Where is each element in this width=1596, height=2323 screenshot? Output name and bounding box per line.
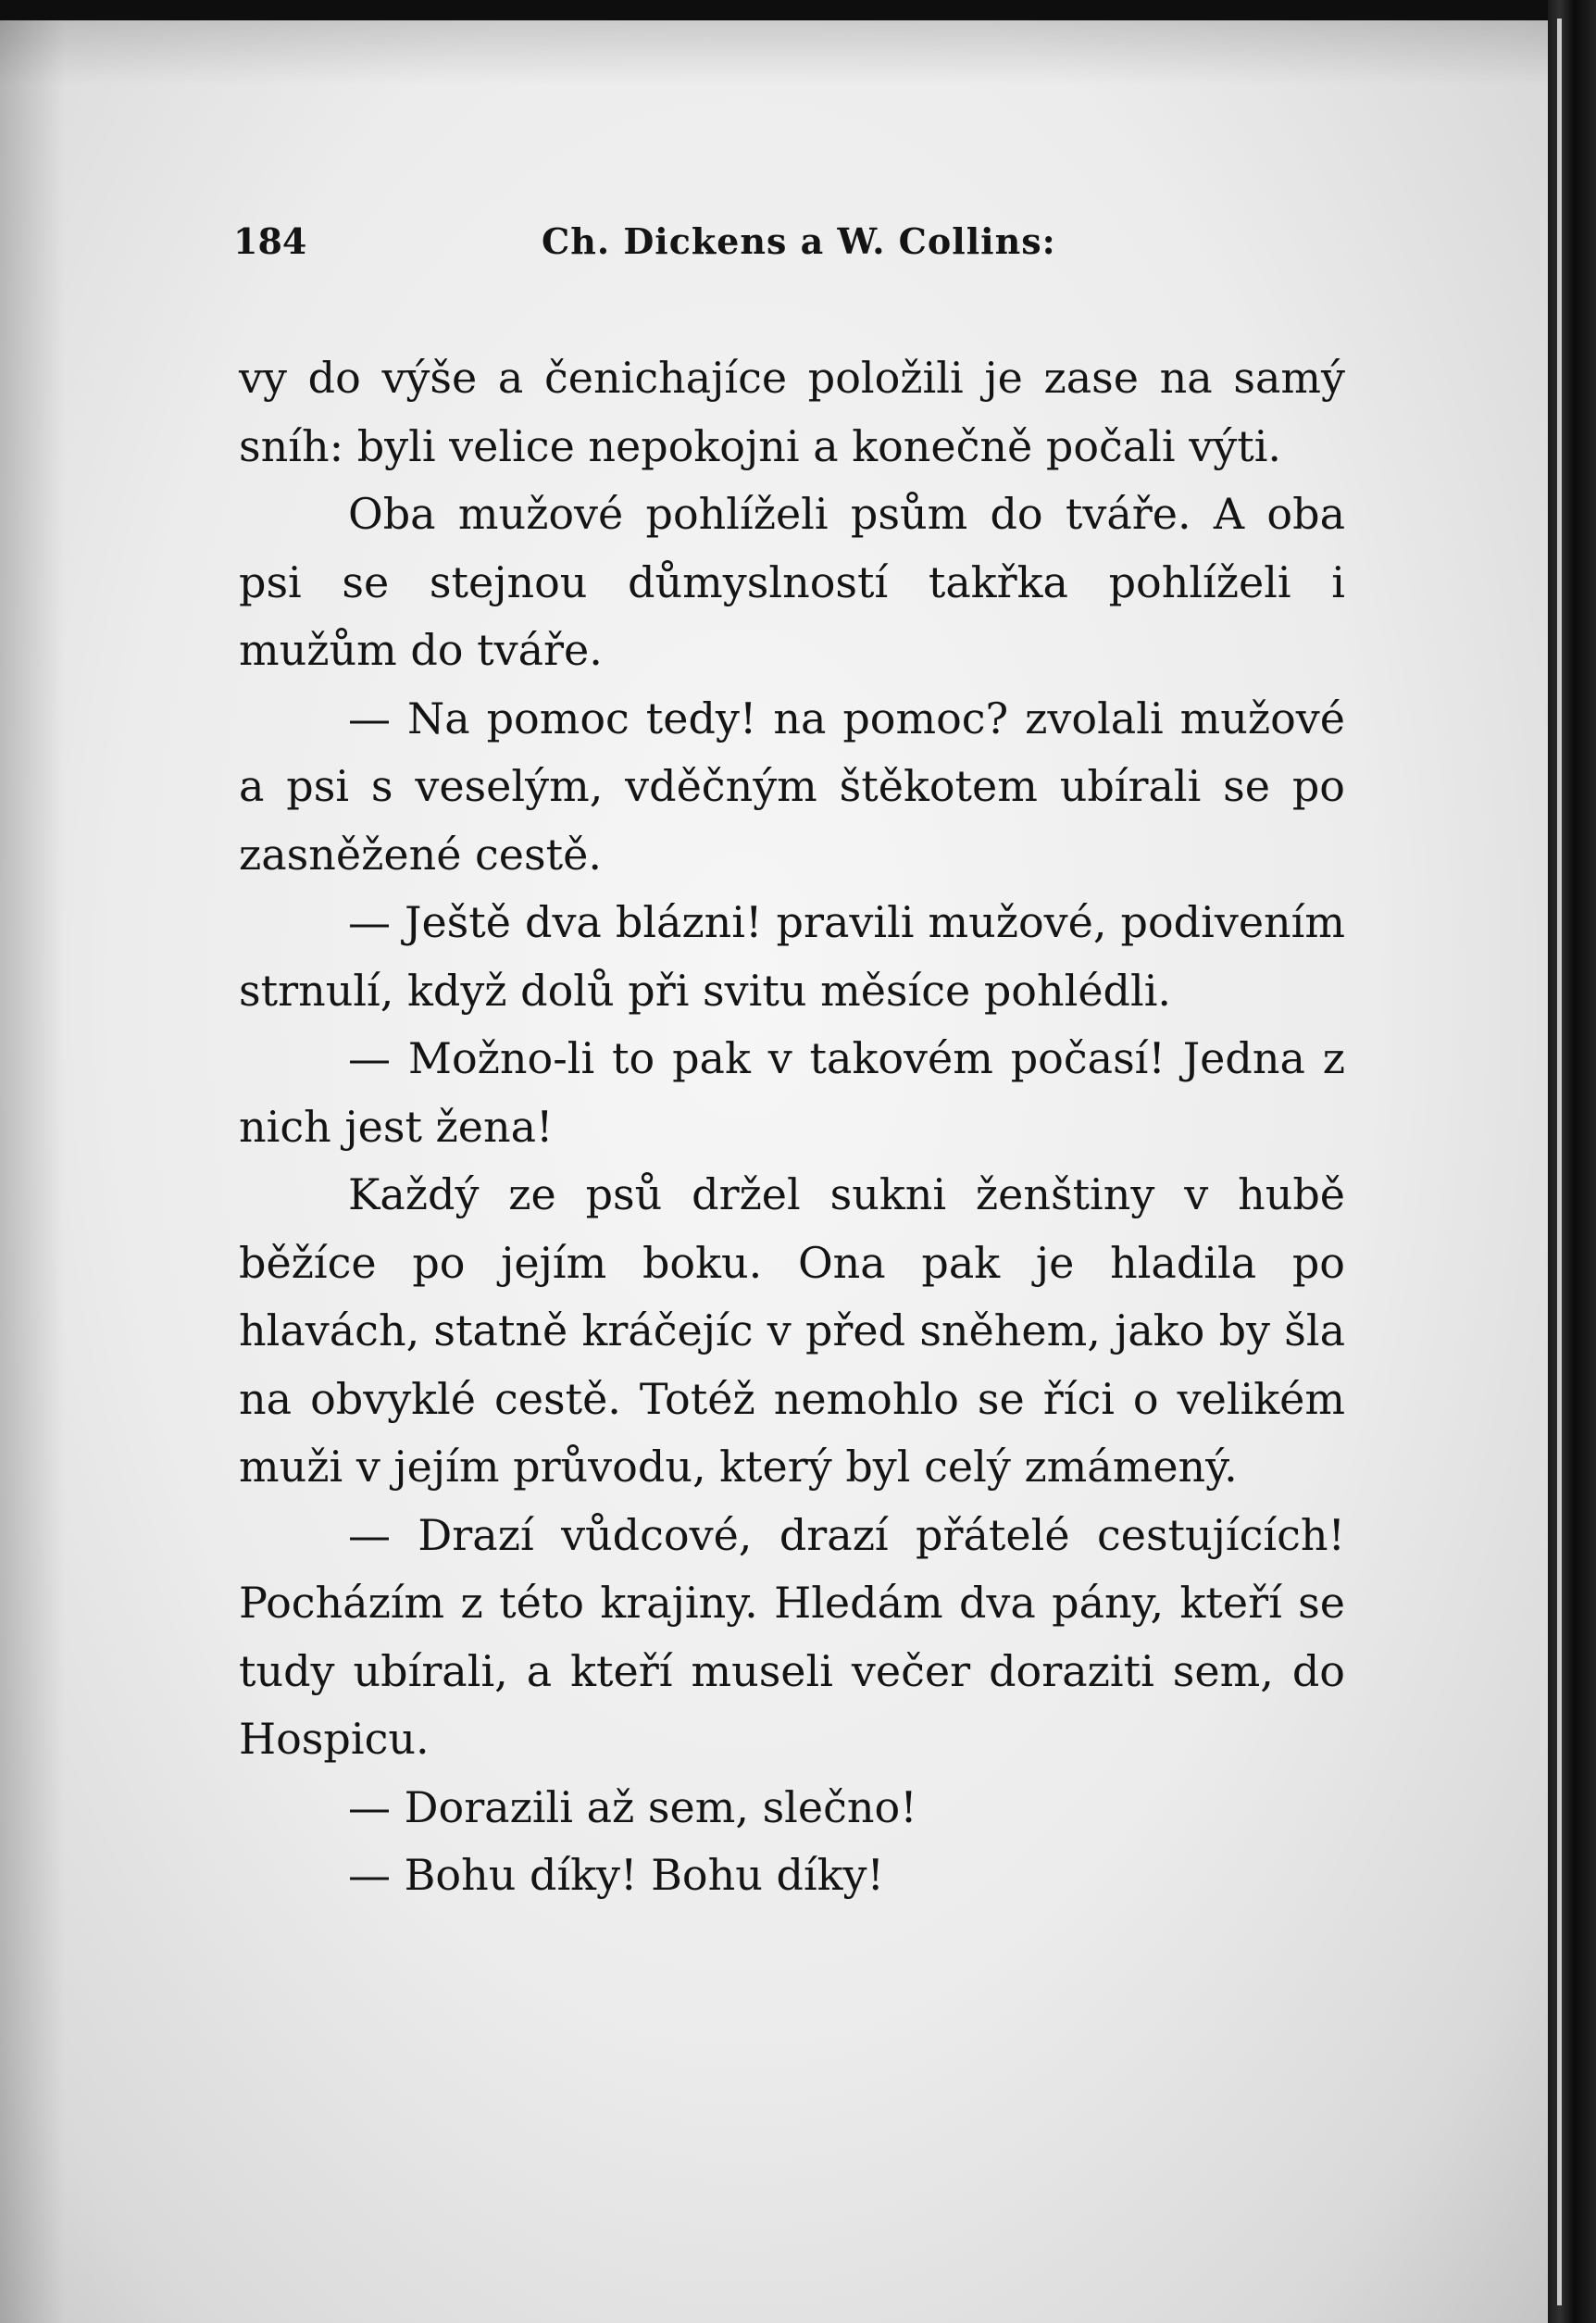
book-page: [0, 20, 1548, 2323]
dialog-paragraph: — Bohu díky! Bohu díky!: [348, 1850, 884, 1900]
dialog-paragraph: — Možno-li to pak v takovém počasí! Jedna z nich jest žena!: [239, 1033, 1345, 1152]
paragraph: Každý ze psů držel sukni ženštiny v hubě běžíce po jejím boku. Ona pak je hladila po hlavách, statně kráčejíc v před sněhem, jako by šla na obvyklé cestě. Totéž nemohlo se říci o velikém muži v jejím průvodu, který byl celý zmámený.: [239, 1169, 1345, 1492]
binding-highlight: [1557, 19, 1562, 2305]
dialog-paragraph: — Ještě dva blázni! pravili mužové, podivením strnulí, když dolů při svitu měsíce pohlédli.: [239, 897, 1345, 1016]
dialog-paragraph: — Na pomoc tedy! na pomoc? zvolali mužové a psi s veselým, vděčným štěkotem ubírali se po zasněžené cestě.: [239, 693, 1345, 880]
running-title: Ch. Dickens a W. Collins:: [542, 220, 1056, 262]
page-top-shadow: [0, 20, 1548, 85]
dialog-paragraph: — Dorazili až sem, slečno!: [348, 1781, 917, 1832]
body-text: [239, 344, 1345, 1910]
page-number: 184: [233, 220, 307, 262]
paragraph: Oba mužové pohlíželi psům do tváře. A oba psi se stejnou důmyslností takřka pohlíželi i mužům do tváře.: [239, 489, 1345, 675]
page-header: [0, 206, 1548, 261]
book-binding-edge: [1548, 0, 1596, 2323]
page-edge-shadow: [0, 20, 65, 2323]
dialog-paragraph: — Drazí vůdcové, drazí přátelé cestujících! Pocházím z této krajiny. Hledám dva pány, kteří se tudy ubírali, a kteří museli večer doraziti sem, do Hospicu.: [239, 1509, 1345, 1764]
paragraph-continuation: vy do výše a čenichajíce položili je zase na samý sníh: byli velice nepokojni a konečně počali výti.: [239, 353, 1345, 471]
